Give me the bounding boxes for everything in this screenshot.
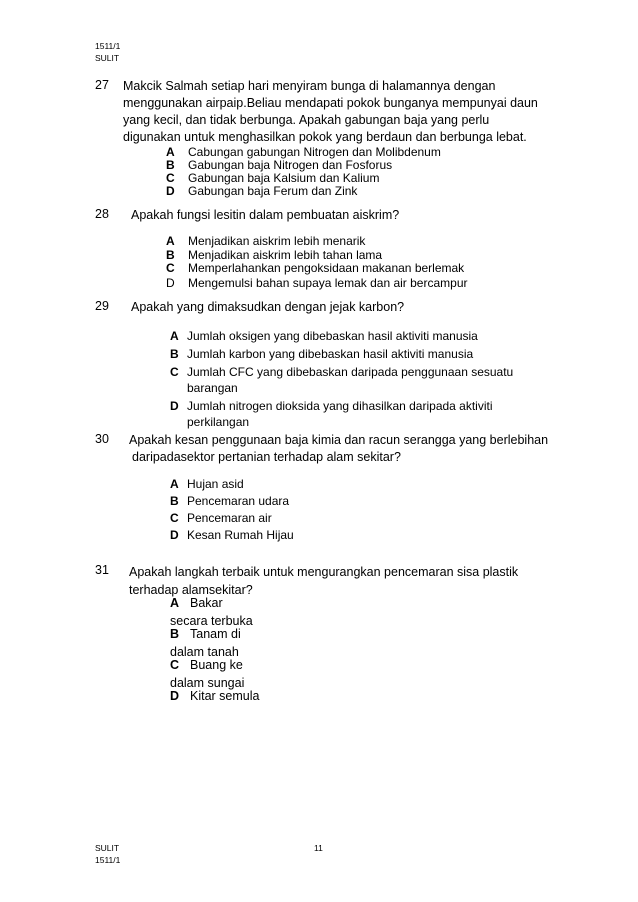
- option-b: [170, 493, 289, 509]
- option-text: Kesan Rumah Hijau: [187, 528, 294, 542]
- option-text: Buang ke: [190, 658, 243, 672]
- option-d: [170, 688, 259, 706]
- option-text: Jumlah nitrogen dioksida yang dihasilkan daripada aktiviti: [187, 399, 493, 413]
- option-c: [170, 510, 272, 526]
- option-a: [170, 476, 244, 492]
- question-text-line: terhadap alamsekitar?: [129, 583, 253, 597]
- question-text-line: yang kecil, dan tidak berbunga. Apakah gabungan baja yang perlu: [123, 113, 490, 127]
- question-text-line: menggunakan airpaip.Beliau mendapati pokok bunganya mempunyai daun: [123, 96, 538, 110]
- question-text-line: Apakah fungsi lesitin dalam pembuatan aiskrim?: [131, 208, 400, 222]
- option-letter: C: [170, 511, 179, 525]
- option-text: Pencemaran udara: [187, 494, 290, 508]
- option-letter: C: [170, 365, 179, 379]
- option-text: Gabungan baja Nitrogen dan Fosforus: [188, 158, 393, 172]
- question-text: [131, 299, 551, 316]
- option-d: [166, 275, 468, 291]
- option-text: Cabungan gabungan Nitrogen dan Molibdenum: [188, 145, 441, 159]
- option-text: Memperlahankan pengoksidaan makanan berlemak: [188, 261, 465, 275]
- option-letter: A: [170, 596, 180, 610]
- question-number: 31: [95, 563, 109, 577]
- question-text-line: Apakah yang dimaksudkan dengan jejak karbon?: [131, 300, 405, 314]
- option-letter: A: [166, 234, 175, 248]
- option-text-cont: barangan: [187, 381, 238, 395]
- question-number: 30: [95, 432, 109, 446]
- question-text: [131, 207, 551, 224]
- option-text: Jumlah oksigen yang dibebaskan hasil aktiviti manusia: [187, 329, 478, 343]
- option-letter: C: [166, 171, 175, 185]
- question-number: 29: [95, 299, 109, 313]
- option-letter: B: [166, 248, 175, 262]
- option-c: [170, 657, 244, 692]
- question-text-line: digunakan untuk menghasilkan pokok yang berdaun dan berbunga lebat.: [123, 130, 527, 144]
- header-label: SULIT: [95, 53, 120, 63]
- option-letter: B: [166, 158, 175, 172]
- option-text: Pencemaran air: [187, 511, 272, 525]
- option-text-cont: dalam tanah: [170, 644, 239, 659]
- option-text: Jumlah karbon yang dibebaskan hasil aktiviti manusia: [187, 347, 474, 361]
- option-c: [170, 364, 513, 396]
- question-text: [129, 563, 549, 599]
- option-text: Hujan asid: [187, 477, 244, 491]
- option-d: [170, 527, 294, 543]
- option-c: [166, 260, 464, 276]
- option-text: Tanam di: [190, 627, 241, 641]
- option-b: [170, 346, 473, 362]
- question-text: [129, 432, 569, 466]
- option-d: [170, 398, 493, 430]
- question-number: 27: [95, 78, 109, 92]
- option-letter: C: [170, 658, 180, 672]
- option-text-cont: dalam sungai: [170, 675, 245, 690]
- header-code: 1511/1: [95, 41, 121, 51]
- option-letter: D: [166, 184, 175, 198]
- option-d: [166, 183, 357, 199]
- option-text-cont: perkilangan: [187, 415, 250, 429]
- footer-label: SULIT: [95, 843, 120, 853]
- option-text: Kitar semula: [190, 689, 260, 703]
- option-letter: A: [170, 329, 179, 343]
- option-text: Gabungan baja Ferum dan Zink: [188, 184, 358, 198]
- option-letter: D: [170, 399, 179, 413]
- option-b: [170, 626, 241, 661]
- option-a: [170, 328, 478, 344]
- option-letter: D: [170, 528, 179, 542]
- option-a: [170, 595, 253, 630]
- option-letter: B: [170, 494, 179, 508]
- option-text: Bakar: [190, 596, 223, 610]
- option-text: Gabungan baja Kalsium dan Kalium: [188, 171, 380, 185]
- option-text: Jumlah CFC yang dibebaskan daripada penggunaan sesuatu: [187, 365, 514, 379]
- option-letter: B: [170, 627, 180, 641]
- option-letter: B: [170, 347, 179, 361]
- option-letter: D: [166, 276, 175, 290]
- question-text-line: Makcik Salmah setiap hari menyiram bunga di halamannya dengan: [123, 79, 496, 93]
- question-text-line: Apakah kesan penggunaan baja kimia dan racun serangga yang berlebihan: [129, 433, 549, 447]
- option-letter: A: [166, 145, 175, 159]
- footer-code: 1511/1: [95, 855, 121, 865]
- option-text: Mengemulsi bahan supaya lemak dan air bercampur: [188, 276, 468, 290]
- option-letter: C: [166, 261, 175, 275]
- question-number: 28: [95, 207, 109, 221]
- option-text: Menjadikan aiskrim lebih menarik: [188, 234, 366, 248]
- question-text-line: Apakah langkah terbaik untuk mengurangkan pencemaran sisa plastik: [129, 565, 519, 579]
- page-number: 11: [314, 843, 323, 853]
- option-letter: D: [170, 689, 180, 703]
- option-letter: A: [170, 477, 179, 491]
- option-text-cont: secara terbuka: [170, 613, 253, 628]
- option-text: Menjadikan aiskrim lebih tahan lama: [188, 248, 383, 262]
- question-text: [123, 78, 543, 146]
- question-text-line: daripadasektor pertanian terhadap alam sekitar?: [132, 450, 401, 464]
